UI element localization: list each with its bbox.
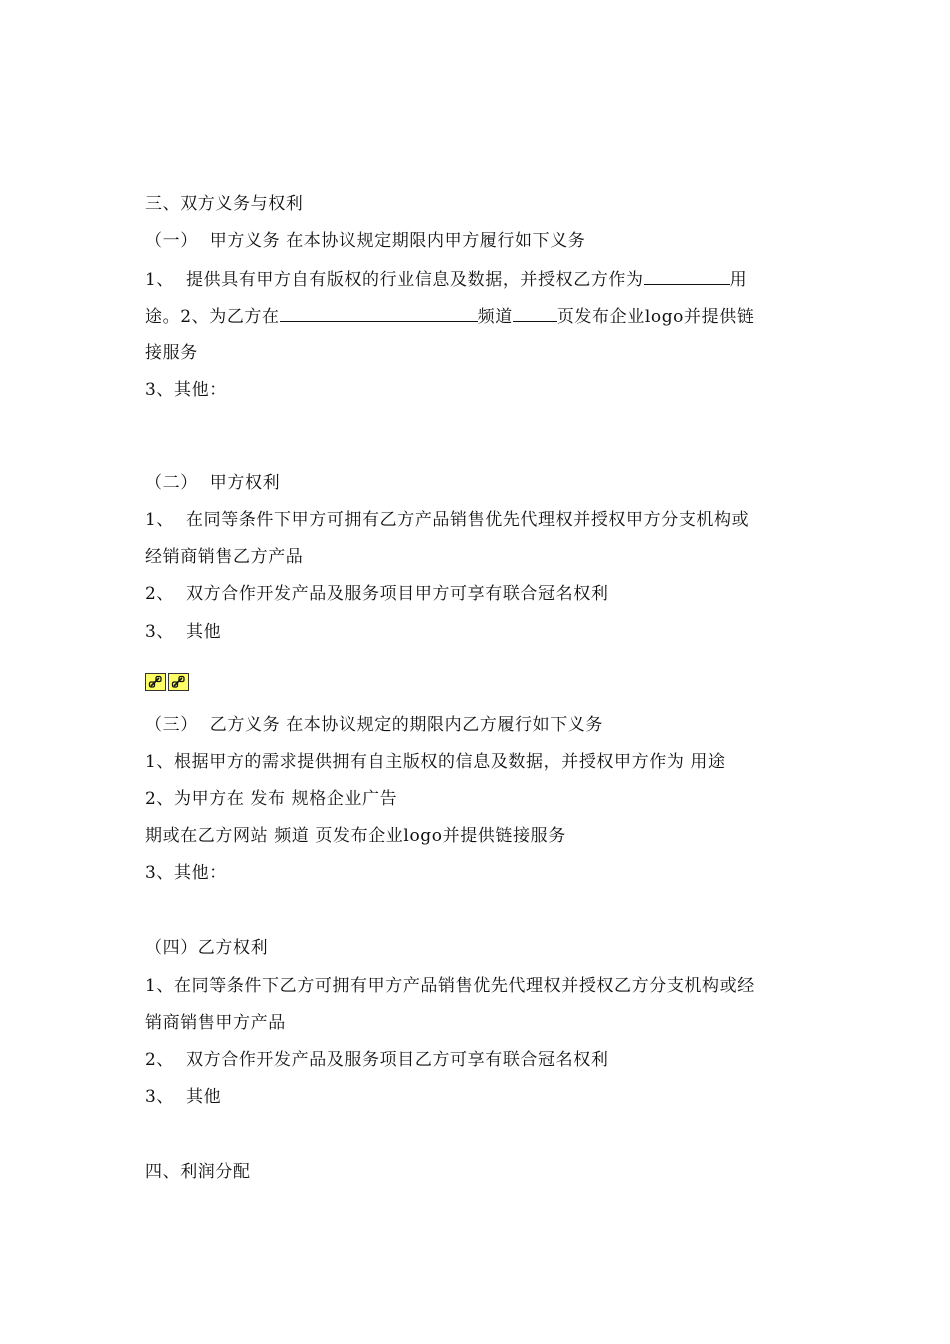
part-2-item-1-line-2: 经销商销售乙方产品 <box>145 547 304 567</box>
part-3-item-1: 1、根据甲方的需求提供拥有自主版权的信息及数据，并授权甲方作为 用途 <box>145 752 726 772</box>
part-2-item-1-line-1: 1、 在同等条件下甲方可拥有乙方产品销售优先代理权并授权甲方分支机构或 <box>145 510 750 530</box>
part-1-item-1-text-b: 用 <box>729 270 748 290</box>
part-3-item-2-continued: 期或在乙方网站 频道 页发布企业logo并提供链接服务 <box>145 826 566 846</box>
fill-blank-site <box>280 305 478 322</box>
part-3-item-2: 2、为甲方在 发布 规格企业广告 <box>145 789 398 809</box>
link-icon[interactable] <box>168 673 189 691</box>
part-1-item-1-text-e: 页发布企业logo并提供链 <box>556 307 755 327</box>
part-1-item-1-line-2 <box>145 305 754 328</box>
part-1-item-1-line-3: 接服务 <box>145 343 198 363</box>
embedded-object-icons <box>145 673 189 691</box>
part-1-item-1-text-a: 1、 提供具有甲方自有版权的行业信息及数据，并授权乙方作为 <box>145 270 644 290</box>
part-4-item-1-line-1: 1、在同等条件下乙方可拥有甲方产品销售优先代理权并授权乙方分支机构或经 <box>145 976 755 996</box>
part-3-item-3: 3、其他： <box>145 863 227 883</box>
part-1-item-1-text-c: 途。2、为乙方在 <box>145 307 280 327</box>
part-3-heading: （三） 乙方义务 在本协议规定的期限内乙方履行如下义务 <box>145 715 604 735</box>
part-4-item-2: 2、 双方合作开发产品及服务项目乙方可享有联合冠名权利 <box>145 1050 609 1070</box>
part-2-item-3: 3、 其他 <box>145 622 222 642</box>
part-2-heading: （二） 甲方权利 <box>145 473 281 493</box>
part-1-item-1-line-1 <box>145 268 747 291</box>
part-4-item-3: 3、 其他 <box>145 1087 222 1107</box>
section-3-title: 三、双方义务与权利 <box>145 194 304 214</box>
part-4-item-1-line-2: 销商销售甲方产品 <box>145 1013 286 1033</box>
part-4-heading: （四）乙方权利 <box>145 938 269 958</box>
part-2-item-2: 2、 双方合作开发产品及服务项目甲方可享有联合冠名权利 <box>145 584 609 604</box>
fill-blank-usage <box>644 268 730 285</box>
section-4-title: 四、利润分配 <box>145 1162 251 1182</box>
link-icon[interactable] <box>145 673 166 691</box>
fill-blank-channel <box>513 305 557 322</box>
part-1-item-3: 3、其他： <box>145 380 227 400</box>
part-1-heading: （一） 甲方义务 在本协议规定期限内甲方履行如下义务 <box>145 231 586 251</box>
part-1-item-1-text-d: 频道 <box>477 307 513 327</box>
